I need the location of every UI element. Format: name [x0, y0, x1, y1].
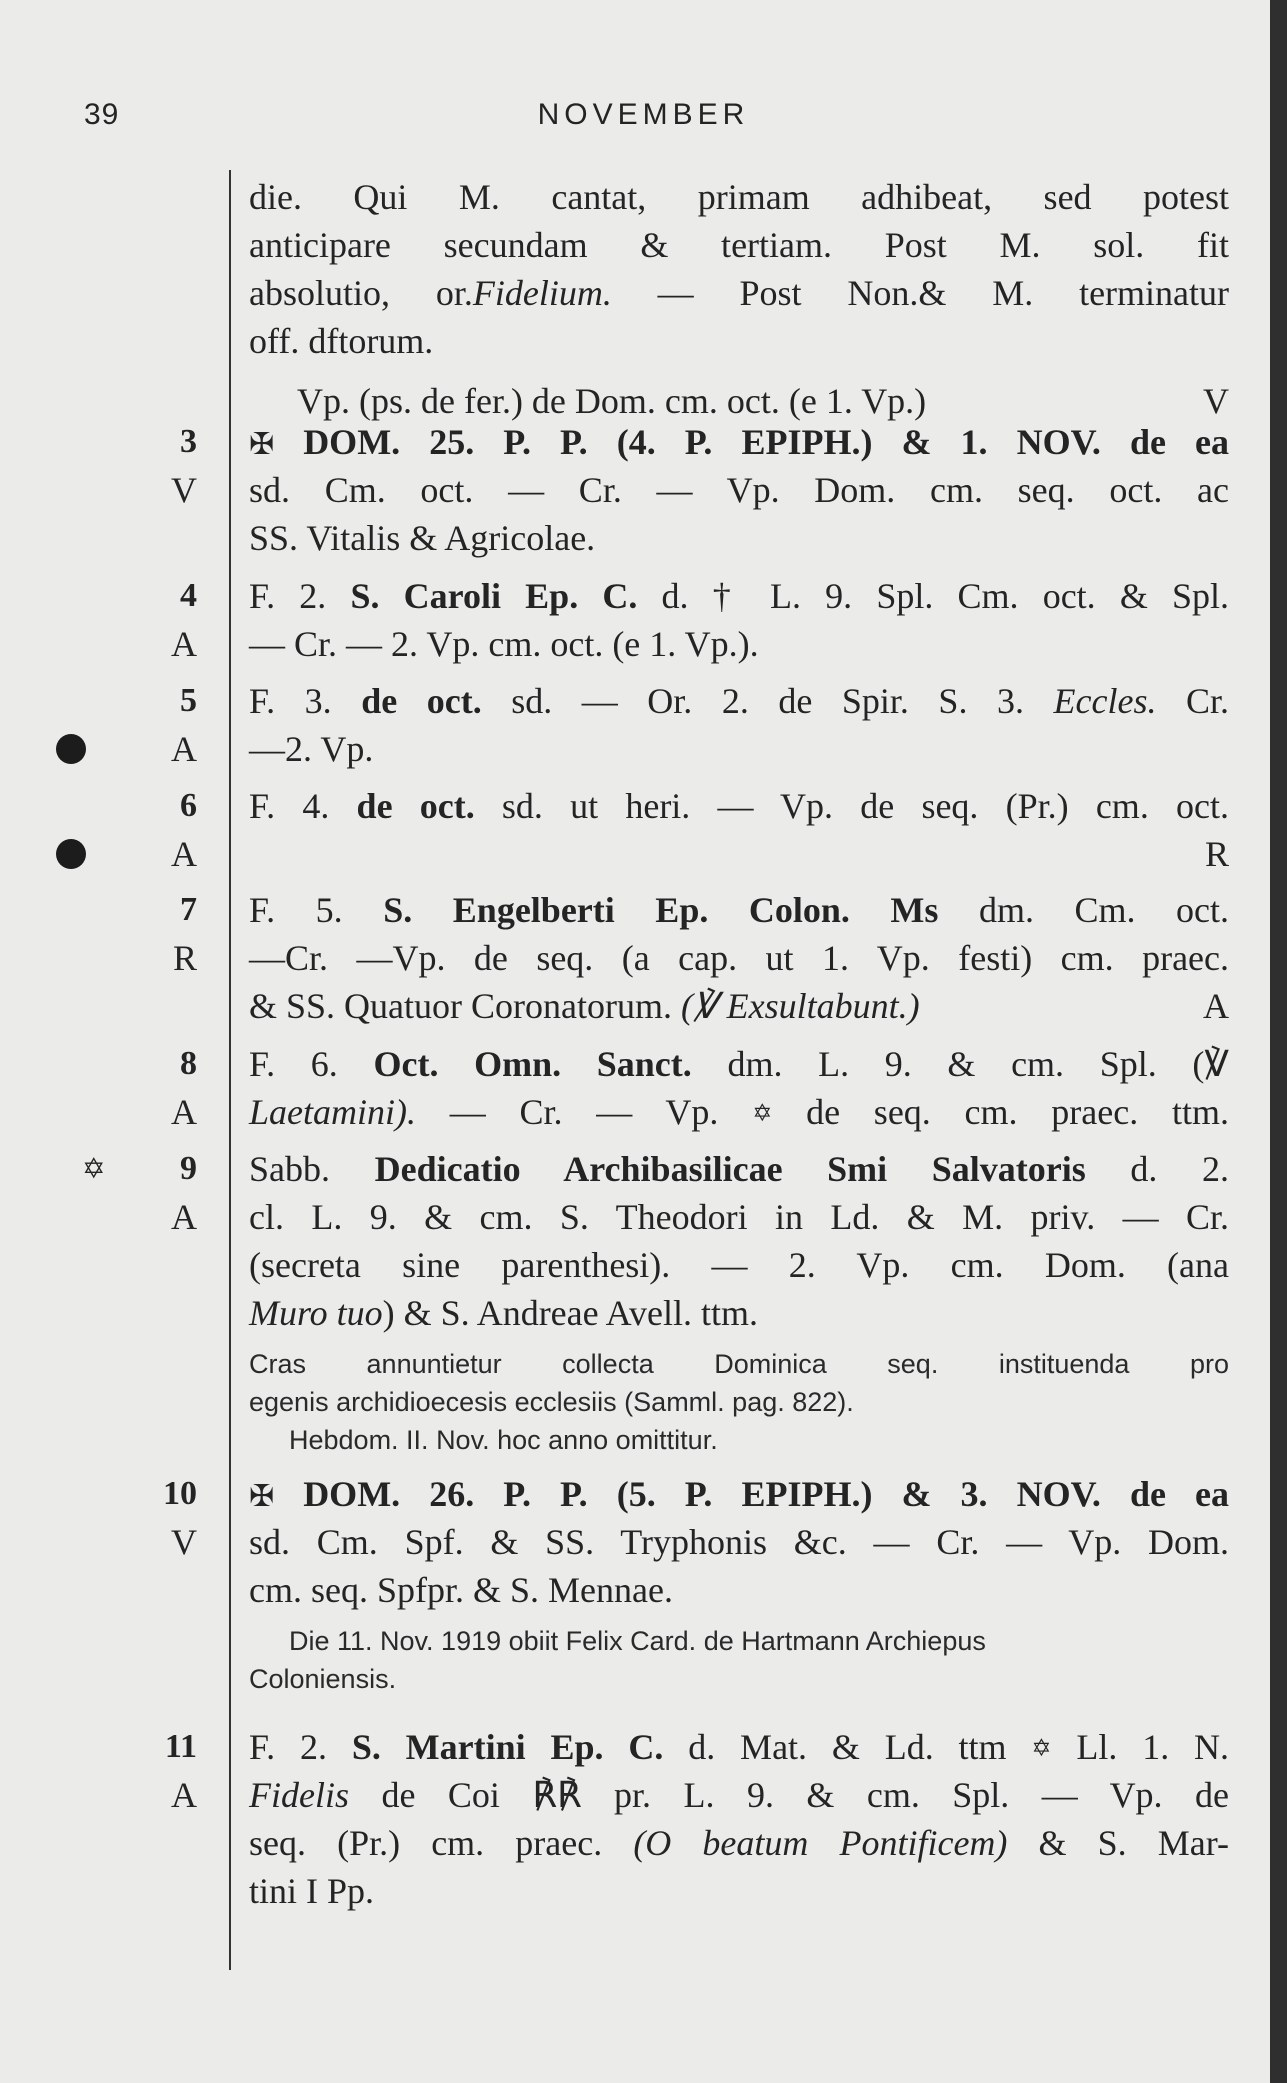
star-of-david-icon: ✡: [752, 1099, 773, 1127]
text-span: d. 2.: [1130, 1149, 1230, 1189]
star-of-david-icon: ✡: [82, 1152, 106, 1185]
day-number: 6: [180, 787, 197, 824]
note-line: Coloniensis.: [249, 1664, 397, 1694]
day-number: 3: [180, 423, 197, 460]
text-span: de Coi ℟℟ pr. L. 9. & cm. Spl. — Vp. de: [381, 1775, 1229, 1815]
text-span: F. 6.: [249, 1044, 338, 1084]
text-span: Muro tuo: [249, 1293, 383, 1333]
text-line: tini I Pp.: [249, 1871, 375, 1911]
entry-day-8: [0, 1040, 1287, 1132]
text-span: Cr.: [1185, 681, 1229, 721]
text-span: dm. L. 9. & cm. Spl. (℣: [727, 1044, 1230, 1084]
day-letter: A: [171, 729, 197, 769]
day-number: 4: [180, 577, 197, 614]
moon-phase-icon: [56, 734, 86, 764]
text-span: sd. — Or. 2. de Spir. S. 3.: [511, 681, 1024, 721]
star-of-david-icon: ✡: [1031, 1734, 1052, 1762]
text-line: [249, 269, 1229, 317]
text-line: [249, 572, 1229, 620]
text-span: — Post Non.& M. terminatur: [657, 273, 1230, 313]
text-line: [249, 982, 1229, 1030]
text-span: F. 2.: [249, 1727, 327, 1767]
text-span: Dedicatio Archibasilicae Smi Salvatoris: [374, 1149, 1086, 1189]
day-letter: A: [171, 1775, 197, 1815]
text-span: seq. (Pr.) cm. praec.: [249, 1823, 603, 1863]
text-span: F. 2.: [249, 576, 327, 616]
day-letter: V: [171, 1522, 197, 1562]
text-span: S. Caroli Ep. C.: [350, 576, 638, 616]
text-line: (secreta sine parenthesi). — 2. Vp. cm. Dom. (ana: [249, 1245, 1229, 1285]
text-line: [249, 1040, 1229, 1088]
day-number: 8: [180, 1045, 197, 1082]
text-span: Vp. (ps. de fer.) de Dom. cm. oct. (e 1. Vp.): [297, 381, 927, 421]
entry-day-11: [0, 1723, 1287, 1911]
entry-day-7: [0, 886, 1287, 1026]
text-line: sd. Cm. oct. — Cr. — Vp. Dom. cm. seq. oct. ac: [249, 470, 1229, 510]
text-span: absolutio, or.: [249, 273, 473, 313]
text-span: de oct.: [356, 786, 475, 826]
page-number: 39: [84, 98, 120, 131]
text-line: sd. Cm. Spf. & SS. Tryphonis &c. — Cr. — Vp. Dom.: [249, 1522, 1229, 1562]
text-line: [249, 677, 1229, 725]
text-span: Eccles.: [1053, 681, 1157, 721]
text-line: [249, 886, 1229, 934]
text-line: SS. Vitalis & Agricolae.: [249, 518, 596, 558]
entry-day-6: [0, 782, 1287, 874]
day-number: 11: [164, 1728, 197, 1765]
note-line: Hebdom. II. Nov. hoc anno omittitur.: [289, 1425, 718, 1455]
text-line: cl. L. 9. & cm. S. Theodori in Ld. & M. priv. — Cr.: [249, 1197, 1229, 1237]
note-line: Die 11. Nov. 1919 obiit Felix Card. de Hartmann Archiepus: [289, 1626, 986, 1656]
text-line: [249, 830, 1229, 878]
text-line: [249, 1819, 1229, 1867]
day-letter: A: [171, 1092, 197, 1132]
text-span: Fidelis: [249, 1775, 349, 1815]
entry-day-5: [0, 677, 1287, 769]
text-span: d. † L. 9. Spl. Cm. oct. & Spl.: [661, 576, 1230, 616]
page-title: NOVEMBER: [537, 98, 750, 131]
text-span: F. 3.: [249, 681, 332, 721]
text-line: off. dftorum.: [249, 321, 434, 361]
text-line: [249, 418, 1229, 466]
text-span: DOM. 25. P. P. (4. P. EPIPH.) & 1. NOV. de ea: [303, 422, 1229, 462]
text-span: ) & S. Andreae Avell. ttm.: [382, 1293, 758, 1333]
text-span: Ll. 1. N.: [1076, 1727, 1230, 1767]
text-span: de seq. cm. praec. ttm.: [806, 1092, 1229, 1132]
cross-icon: ✠: [249, 1479, 275, 1514]
entry-intro: [0, 173, 1287, 421]
line-mark: R: [1204, 834, 1229, 874]
day-letter: A: [171, 834, 197, 874]
entry-day-10: [0, 1470, 1287, 1694]
text-line: [249, 1723, 1229, 1771]
text-span: Oct. Omn. Sanct.: [373, 1044, 692, 1084]
entry-day-9: [0, 1145, 1287, 1455]
text-line: —2. Vp.: [249, 729, 374, 769]
line-mark: A: [1203, 986, 1229, 1026]
text-line: [249, 1289, 1229, 1337]
text-span: dm. Cm. oct.: [978, 890, 1230, 930]
text-line: — Cr. — 2. Vp. cm. oct. (e 1. Vp.).: [249, 624, 759, 664]
text-span: de oct.: [361, 681, 482, 721]
entry-day-3: [0, 418, 1287, 558]
entry-day-4: [0, 572, 1287, 664]
text-span: F. 4.: [249, 786, 330, 826]
text-span: DOM. 26. P. P. (5. P. EPIPH.) & 3. NOV. de ea: [303, 1474, 1229, 1514]
text-span: Sabb.: [249, 1149, 330, 1189]
text-span: d. Mat. & Ld. ttm: [688, 1727, 1007, 1767]
text-line: —Cr. —Vp. de seq. (a cap. ut 1. Vp. festi) cm. praec.: [249, 938, 1229, 978]
text-line: cm. seq. Spfpr. & S. Mennae.: [249, 1570, 673, 1610]
text-span: (℣ Exsultabunt.): [680, 986, 920, 1026]
day-number: 9: [180, 1150, 197, 1187]
text-line: anticipare secundam & tertiam. Post M. sol. fit: [249, 225, 1229, 265]
text-line: [249, 1771, 1229, 1819]
note-line: egenis archidioecesis ecclesiis (Samml. pag. 822).: [249, 1387, 854, 1417]
text-span: (O beatum Pontificem): [633, 1823, 1008, 1863]
day-letter: V: [171, 470, 197, 510]
text-span: F. 5.: [249, 890, 343, 930]
column-rule: [229, 170, 231, 1970]
note-line: Cras annuntietur collecta Dominica seq. instituenda pro: [249, 1349, 1229, 1379]
moon-phase-icon: [56, 839, 86, 869]
text-span: S. Engelberti Ep. Colon. Ms: [383, 890, 939, 930]
text-span: — Cr. — Vp.: [449, 1092, 719, 1132]
text-span: & S. Mar-: [1038, 1823, 1230, 1863]
text-line: die. Qui M. cantat, primam adhibeat, sed potest: [249, 177, 1229, 217]
text-span: & SS. Quatuor Coronatorum.: [249, 986, 672, 1026]
text-line: [249, 1145, 1229, 1193]
day-number: 10: [163, 1475, 197, 1512]
text-span: S. Martini Ep. C.: [351, 1727, 664, 1767]
day-number: 7: [180, 891, 197, 928]
cross-icon: ✠: [249, 427, 275, 462]
text-span: sd. ut heri. — Vp. de seq. (Pr.) cm. oct.: [501, 786, 1229, 826]
day-letter: A: [171, 624, 197, 664]
text-span: Laetamini).: [249, 1092, 416, 1132]
day-letter: A: [171, 1197, 197, 1237]
text-line: [249, 1470, 1229, 1518]
page-edge: [1270, 0, 1287, 2083]
text-line: [249, 1088, 1229, 1136]
text-line: [249, 782, 1229, 830]
text-span: Fidelium.: [472, 273, 612, 313]
line-mark: V: [1203, 381, 1229, 421]
day-letter: R: [172, 938, 197, 978]
day-number: 5: [180, 682, 197, 719]
